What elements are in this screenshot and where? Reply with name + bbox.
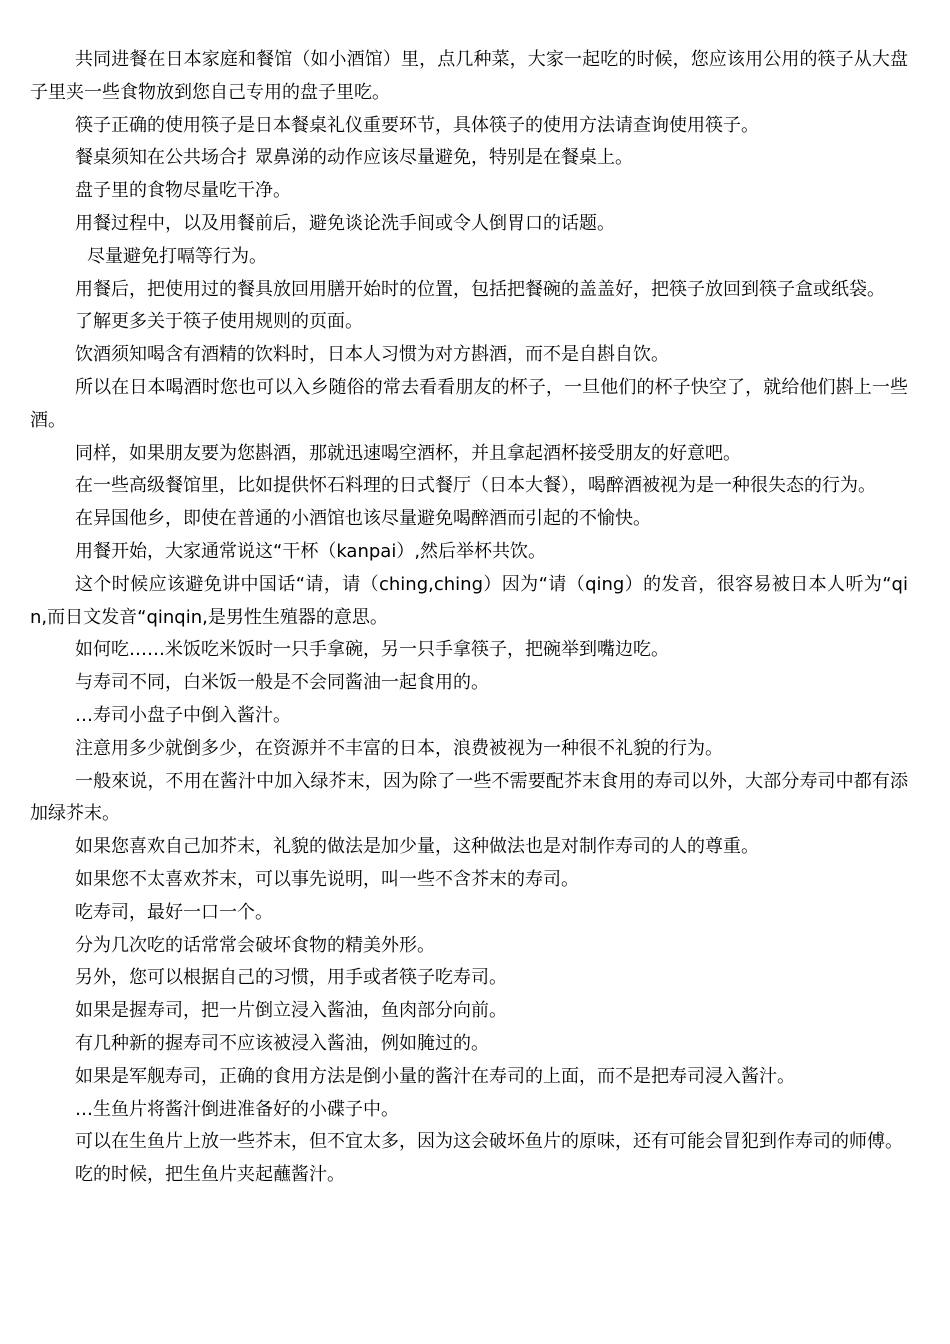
paragraph-shape: 分为几次吃的话常常会破坏食物的精美外形。 bbox=[75, 934, 435, 956]
paragraph-chopsticks: 筷子正确的使用筷子是日本餐桌礼仪重要环节，具体筷子的使用方法请查询使用筷子。 bbox=[75, 114, 759, 136]
paragraph-sashimi-wasabi: 可以在生鱼片上放一些芥末，但不宜太多，因为这会破坏鱼片的原味，还有可能会冒犯到作寿司的师傅。 bbox=[75, 1131, 903, 1153]
paragraph-table-notice: 餐桌须知在公共场合扌眾鼻涕的动作应该尽量避免，特别是在餐桌上。 bbox=[75, 147, 633, 169]
paragraph-rice: 如何吃……米饭吃米饭时一只手拿碗，另一只手拿筷子，把碗举到嘴边吃。 bbox=[75, 639, 669, 661]
paragraph-abroad: 在异国他乡，即使在普通的小酒馆也该尽量避免喝醉酒而引起的不愉快。 bbox=[75, 508, 651, 530]
paragraph-one-bite: 吃寿司，最好一口一个。 bbox=[75, 901, 273, 923]
paragraph-new-nigiri: 有几种新的握寿司不应该被浸入酱油，例如腌过的。 bbox=[75, 1032, 489, 1054]
paragraph-add-wasabi: 如果您喜欢自己加芥末，礼貌的做法是加少量，这种做法也是对制作寿司的人的尊重。 bbox=[75, 836, 759, 858]
paragraph-avoid-waste: 注意用多少就倒多少，在资源并不丰富的日本，浪费被视为一种很不礼貌的行为。 bbox=[75, 737, 723, 759]
paragraph-pronunciation: 这个时候应该避免讲中国话“请，请（ching,ching）因为“请（qing）的发音，很容易被日本人听为“qin,而日文发音“qinqin,是男性生殖器的意思。 bbox=[30, 573, 908, 628]
paragraph-nigiri: 如果是握寿司，把一片倒立浸入酱油，鱼肉部分向前。 bbox=[75, 1000, 507, 1022]
paragraph-drinking-notice: 饮酒须知喝含有酒精的饮料时，日本人习惯为对方斟酒，而不是自斟自饮。 bbox=[75, 344, 669, 366]
paragraph-gunkan: 如果是军舰寿司，正确的食用方法是倒小量的酱汁在寿司的上面，而不是把寿司浸入酱汁。 bbox=[75, 1065, 795, 1087]
paragraph-hand-or-chopsticks: 另外，您可以根据自己的习惯，用手或者筷子吃寿司。 bbox=[75, 967, 507, 989]
paragraph-accept-pour: 同样，如果朋友要为您斟酒，那就迅速喝空酒杯，并且拿起酒杯接受朋友的好意吧。 bbox=[75, 442, 741, 464]
paragraph-high-end-restaurants: 在一些高级餐馆里，比如提供怀石料理的日式餐厅（日本大餐），喝醉酒被视为是一种很失态的行为。 bbox=[75, 475, 876, 497]
paragraph-after-meal: 用餐后，把使用过的餐具放回用膳开始时的位置，包括把餐碗的盖盖好，把筷子放回到筷子盒或纸袋。 bbox=[75, 278, 885, 300]
paragraph-shared-dining: 共同进餐在日本家庭和餐馆（如小酒馆）里，点几种菜，大家一起吃的时候，您应该用公用的筷子从大盘子里夹一些食物放到您自己专用的盘子里吃。 bbox=[30, 49, 908, 103]
paragraph-dip-sashimi: 吃的时候，把生鱼片夹起蘸酱汁。 bbox=[75, 1164, 345, 1186]
paragraph-pour-for-friends: 所以在日本喝酒时您也可以入乡随俗的常去看看朋友的杯子，一旦他们的杯子快空了，就给他们斟上一些酒。 bbox=[30, 376, 908, 431]
paragraph-more-chopsticks: 了解更多关于筷子使用规则的页面。 bbox=[75, 311, 363, 333]
paragraph-kanpai: 用餐开始，大家通常说这“干杯（kanpai）,然后举杯共饮。 bbox=[75, 540, 547, 562]
paragraph-sushi-sauce: …寿司小盘子中倒入酱汁。 bbox=[75, 704, 291, 726]
paragraph-no-wasabi: 如果您不太喜欢芥末，可以事先说明，叫一些不含芥末的寿司。 bbox=[75, 868, 579, 890]
paragraph-sashimi: …生鱼片将酱汁倒进准备好的小碟子中。 bbox=[75, 1098, 399, 1120]
paragraph-avoid-burping: 尽量避免打嗝等行为。 bbox=[87, 245, 267, 267]
paragraph-wasabi: 一般來说，不用在酱汁中加入绿芥末，因为除了一些不需要配芥末食用的寿司以外，大部分寿司中都有添加绿芥末。 bbox=[30, 770, 908, 825]
paragraph-avoid-topics: 用餐过程中，以及用餐前后，避免谈论洗手间或令人倒胃口的话题。 bbox=[75, 212, 615, 234]
paragraph-rice-soy: 与寿司不同，白米饭一般是不会同酱油一起食用的。 bbox=[75, 672, 489, 694]
paragraph-finish-food: 盘子里的食物尽量吃干净。 bbox=[75, 180, 291, 202]
